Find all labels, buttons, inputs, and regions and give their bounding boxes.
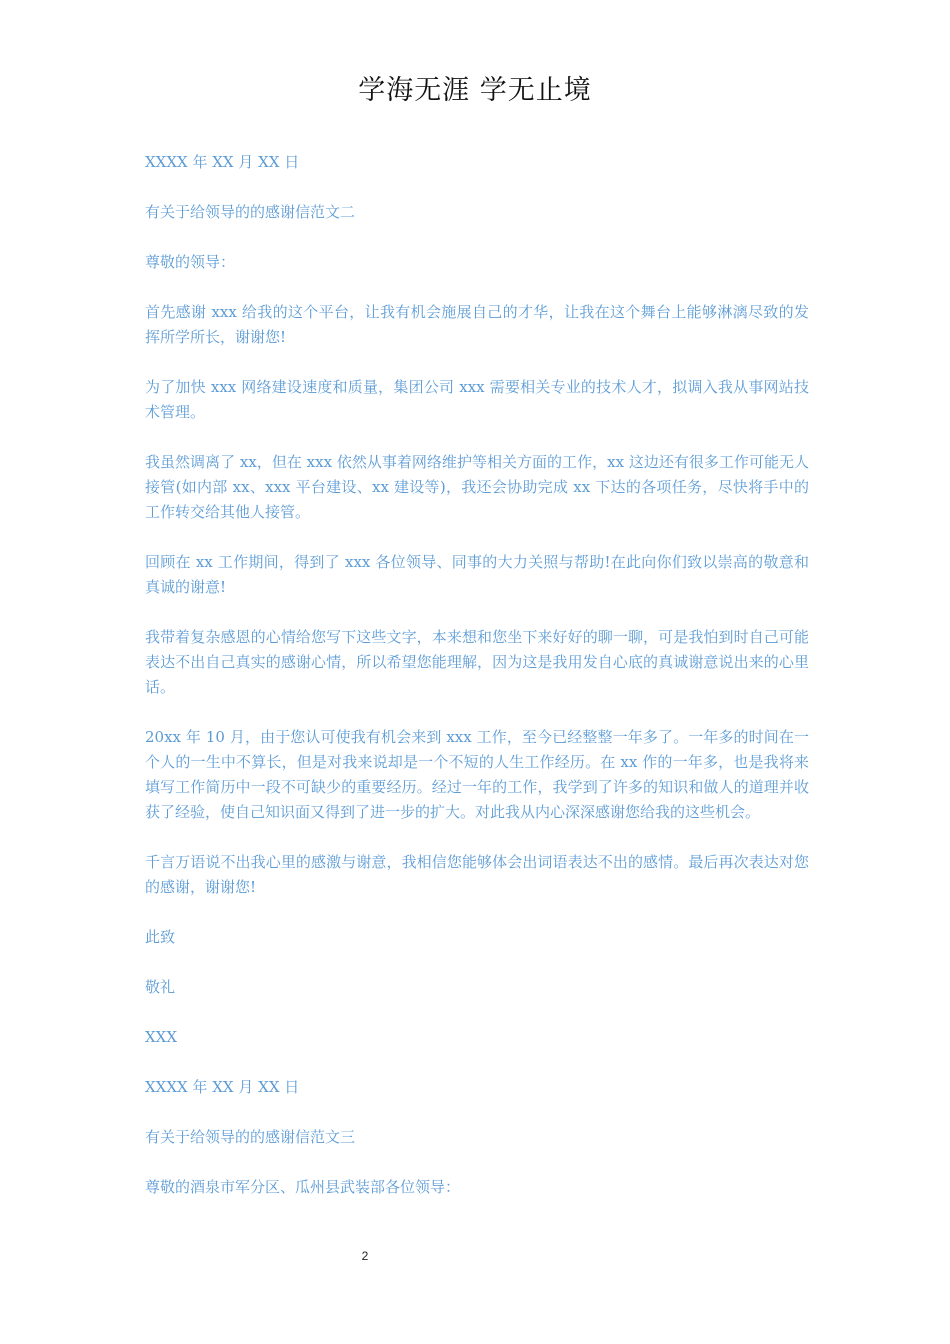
date-line: XXXX 年 XX 月 XX 日: [145, 153, 300, 171]
letter-body: [145, 150, 809, 1225]
closing-line: 敬礼: [145, 978, 176, 996]
body-paragraph: 我虽然调离了 xx，但在 xxx 依然从事着网络维护等相关方面的工作，xx 这边还有很多工作可能无人接管(如内部 xx、xxx 平台建设、xx 建设等)，我还会协助完成 xx 下达的各项任务，尽快将手中的工作转交给其他人接管。: [145, 453, 809, 521]
signature: XXX: [145, 1028, 178, 1046]
section-heading: 有关于给领导的的感谢信范文二: [145, 203, 356, 221]
closing-line: 此致: [145, 928, 176, 946]
salutation: 尊敬的领导：: [145, 253, 236, 271]
page-number: 2: [361, 1249, 369, 1263]
page-header-title: 学海无涯 学无止境: [358, 75, 592, 106]
body-paragraph: 回顾在 xx 工作期间，得到了 xxx 各位领导、同事的大力关照与帮助!在此向你们致以崇高的敬意和真诚的谢意!: [145, 553, 809, 596]
date-line: XXXX 年 XX 月 XX 日: [145, 1078, 300, 1096]
salutation: 尊敬的酒泉市军分区、瓜州县武装部各位领导：: [145, 1178, 461, 1196]
body-paragraph: 首先感谢 xxx 给我的这个平台，让我有机会施展自己的才华，让我在这个舞台上能够淋漓尽致的发挥所学所长，谢谢您!: [145, 303, 809, 346]
body-paragraph: 千言万语说不出我心里的感激与谢意，我相信您能够体会出词语表达不出的感情。最后再次表达对您的感谢，谢谢您!: [145, 853, 809, 896]
body-paragraph: 为了加快 xxx 网络建设速度和质量，集团公司 xxx 需要相关专业的技术人才，拟调入我从事网站技术管理。: [145, 378, 809, 421]
body-paragraph: 20xx 年 10 月，由于您认可使我有机会来到 xxx 工作，至今已经整整一年多了。一年多的时间在一个人的一生中不算长，但是对我来说却是一个不短的人生工作经历。在 xx 作的一年多，也是我将来填写工作简历中一段不可缺少的重要经历。经过一年的工作，我学到了许多的知识和做人的道理并收获了经验，使自己知识面又得到了进一步的扩大。对此我从内心深深感谢您给我的这些机会。: [145, 728, 809, 821]
body-paragraph: 我带着复杂感恩的心情给您写下这些文字，本来想和您坐下来好好的聊一聊，可是我怕到时自己可能表达不出自己真实的感谢心情，所以希望您能理解，因为这是我用发自心底的真诚谢意说出来的心里话。: [145, 628, 809, 696]
section-heading: 有关于给领导的的感谢信范文三: [145, 1128, 356, 1146]
